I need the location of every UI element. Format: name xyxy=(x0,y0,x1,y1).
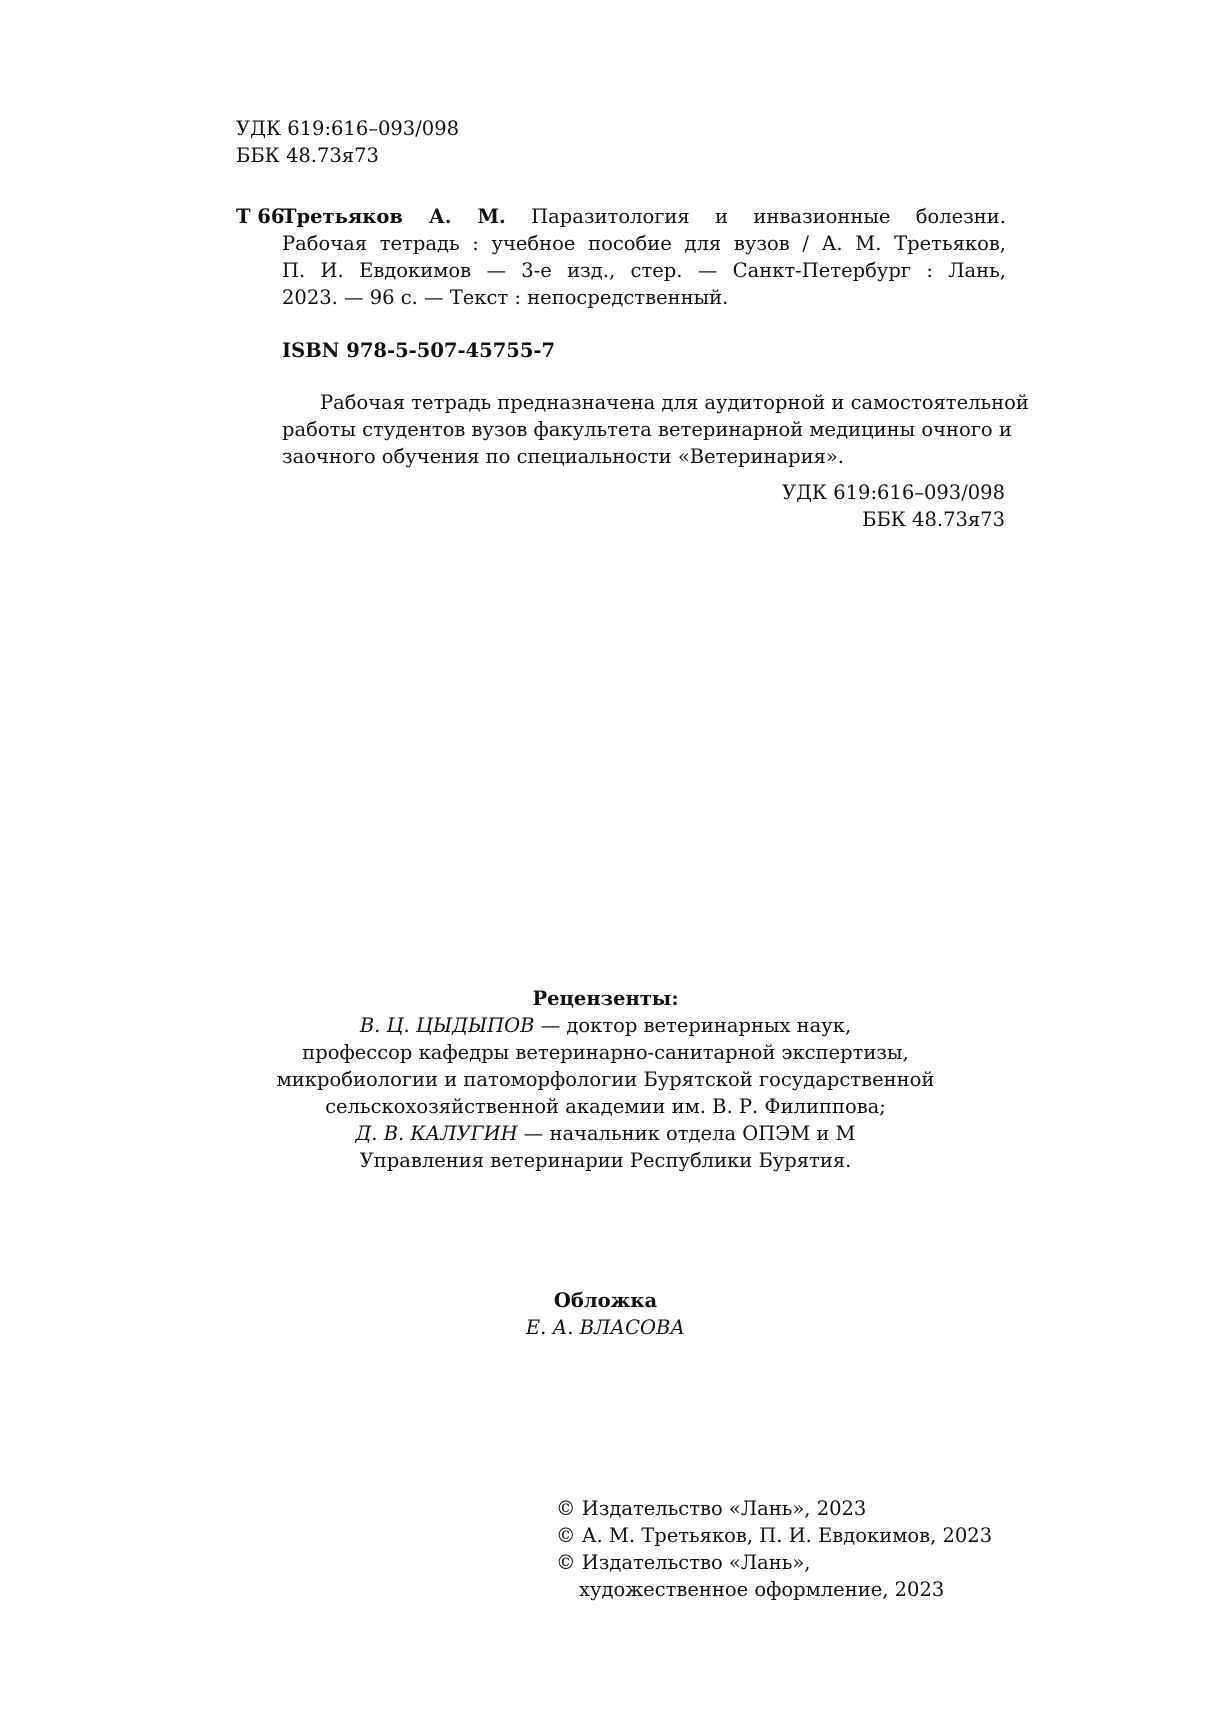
biblio-line-2: Рабочая тетрадь : учебное пособие для вузов / А. М. Третьяков, xyxy=(282,232,1006,255)
copyright-line-4: художественное оформление, 2023 xyxy=(579,1578,945,1601)
annotation-line-1: Рабочая тетрадь предназначена для аудиторной и самостоятельной xyxy=(320,391,1029,414)
isbn: ISBN 978-5-507-45755-7 xyxy=(282,339,556,362)
author-mark: Т 66 xyxy=(236,205,285,228)
bbk-code: ББК 48.73я73 xyxy=(862,508,1005,531)
biblio-line-3: П. И. Евдокимов — 3-е изд., стер. — Санкт-Петербург : Лань, xyxy=(282,259,1006,282)
udk-code: УДК 619:616–093/098 xyxy=(236,117,460,140)
title-text: Паразитология и инвазионные болезни. xyxy=(531,205,1006,228)
reviewer-1-line-4: сельскохозяйственной академии им. В. Р. Филиппова; xyxy=(325,1095,886,1118)
udk-code: УДК 619:616–093/098 xyxy=(781,481,1005,504)
reviewer-2-name: Д. В. КАЛУГИН xyxy=(355,1122,518,1145)
bibliographic-record xyxy=(282,203,1006,311)
cover-designer: Е. А. ВЛАСОВА xyxy=(525,1316,686,1339)
reviewer-1-line-2: профессор кафедры ветеринарно-санитарной экспертизы, xyxy=(302,1041,909,1064)
reviewer-2-line-2: Управления ветеринарии Республики Бурятия. xyxy=(359,1149,852,1172)
classification-block-bottom xyxy=(782,479,1005,533)
reviewer-1-name: В. Ц. ЦЫДЫПОВ xyxy=(359,1014,535,1037)
reviewers-heading: Рецензенты: xyxy=(532,987,679,1010)
cover-credit xyxy=(0,1287,1211,1341)
copyright-block xyxy=(556,1495,992,1603)
classification-block-top xyxy=(236,115,459,169)
reviewers-block xyxy=(0,985,1211,1174)
annotation xyxy=(282,389,1029,470)
annotation-line-2: работы студентов вузов факультета ветеринарной медицины очного и xyxy=(282,418,1012,441)
biblio-line-4: 2023. — 96 с. — Текст : непосредственный. xyxy=(282,286,729,309)
annotation-line-3: заочного обучения по специальности «Ветеринария». xyxy=(282,445,845,468)
biblio-line-1 xyxy=(282,203,1006,230)
reviewer-2-title: — начальник отдела ОПЭМ и М xyxy=(517,1122,856,1145)
reviewer-1-title: — доктор ветеринарных наук, xyxy=(534,1014,852,1037)
copyright-line-1: © Издательство «Лань», 2023 xyxy=(556,1497,867,1520)
cover-heading: Обложка xyxy=(553,1289,658,1312)
bbk-code: ББК 48.73я73 xyxy=(236,144,379,167)
author-name: Третьяков А. М. xyxy=(282,205,506,228)
reviewer-1-line-3: микробиологии и патоморфологии Бурятской государственной xyxy=(276,1068,935,1091)
reviewer-2-line-1 xyxy=(0,1120,1211,1147)
copyright-line-3: © Издательство «Лань», xyxy=(556,1551,811,1574)
copyright-line-2: © А. М. Третьяков, П. И. Евдокимов, 2023 xyxy=(556,1524,993,1547)
reviewer-1-line-1 xyxy=(0,1012,1211,1039)
